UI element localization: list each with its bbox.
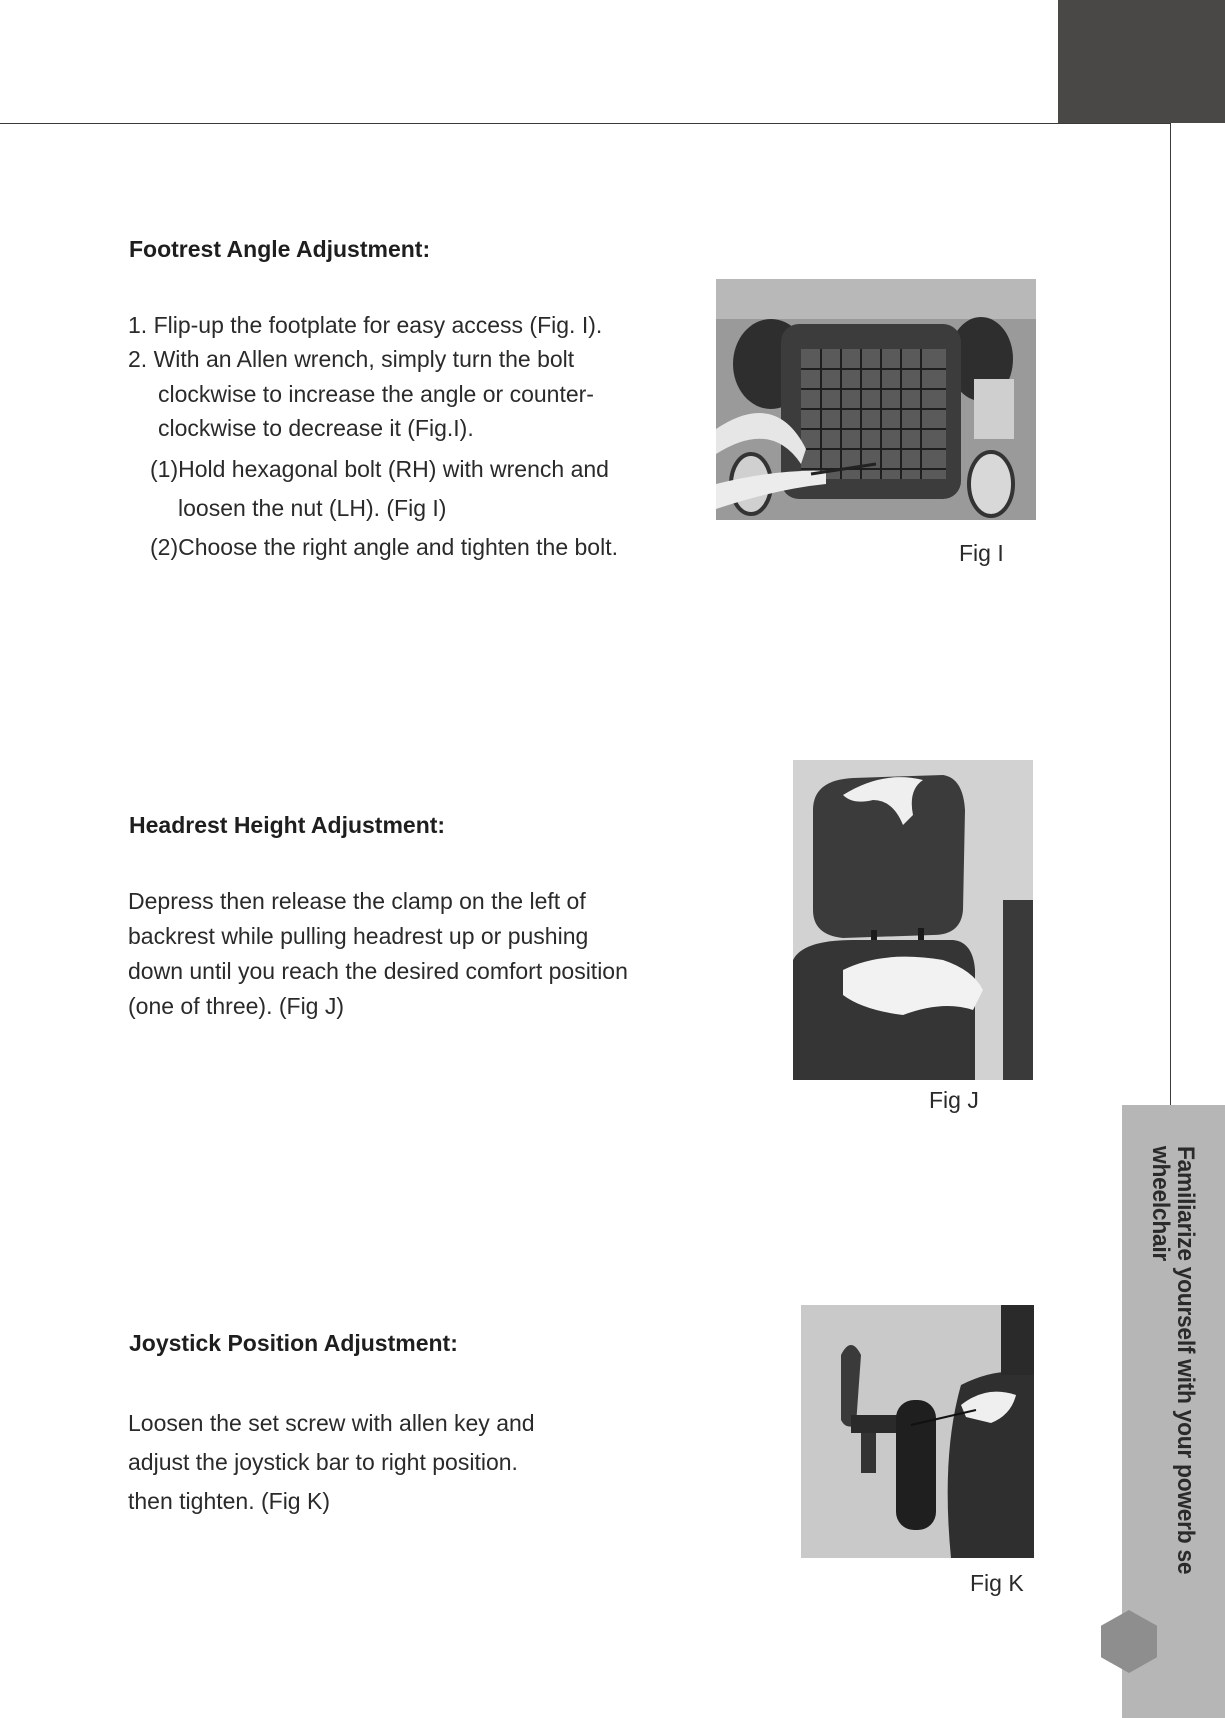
side-tab-label: Familiarize yourself with your powerb se wheelchair	[1147, 1146, 1199, 1575]
footrest-step-1: 1. Flip-up the footplate for easy access (Fig. I).	[128, 312, 603, 338]
headrest-text-line: (one of three). (Fig J)	[128, 993, 345, 1019]
joystick-photo	[801, 1305, 1034, 1558]
joystick-text-line: Loosen the set screw with allen key and	[128, 1410, 535, 1436]
figure-label-k: Fig K	[970, 1570, 1024, 1596]
footrest-step-2-cont: clockwise to increase the angle or counter-	[158, 381, 594, 407]
footrest-substep-2: (2)Choose the right angle and tighten the bolt.	[150, 534, 618, 560]
joystick-text-line: then tighten. (Fig K)	[128, 1488, 330, 1514]
footrest-heading: Footrest Angle Adjustment:	[129, 236, 431, 262]
footrest-substep-1-cont: loosen the nut (LH). (Fig I)	[178, 495, 447, 521]
footrest-step-2-cont: clockwise to decrease it (Fig.I).	[158, 415, 474, 441]
figure-label-j: Fig J	[929, 1087, 979, 1113]
headrest-text-line: Depress then release the clamp on the left of	[128, 888, 586, 914]
headrest-text-line: down until you reach the desired comfort position	[128, 958, 628, 984]
footrest-step-2: 2. With an Allen wrench, simply turn the bolt	[128, 346, 575, 372]
right-margin-rule	[1170, 123, 1171, 1105]
footrest-substep-1: (1)Hold hexagonal bolt (RH) with wrench and	[150, 456, 609, 482]
joystick-heading: Joystick Position Adjustment:	[129, 1330, 458, 1356]
headrest-photo	[793, 760, 1033, 1080]
headrest-heading: Headrest Height Adjustment:	[129, 812, 446, 838]
corner-block	[1058, 0, 1225, 123]
header-rule	[0, 123, 1170, 124]
figure-label-i: Fig I	[959, 540, 1004, 566]
joystick-text-line: adjust the joystick bar to right position.	[128, 1449, 518, 1475]
footrest-photo	[716, 279, 1036, 520]
headrest-text-line: backrest while pulling headrest up or pushing	[128, 923, 589, 949]
